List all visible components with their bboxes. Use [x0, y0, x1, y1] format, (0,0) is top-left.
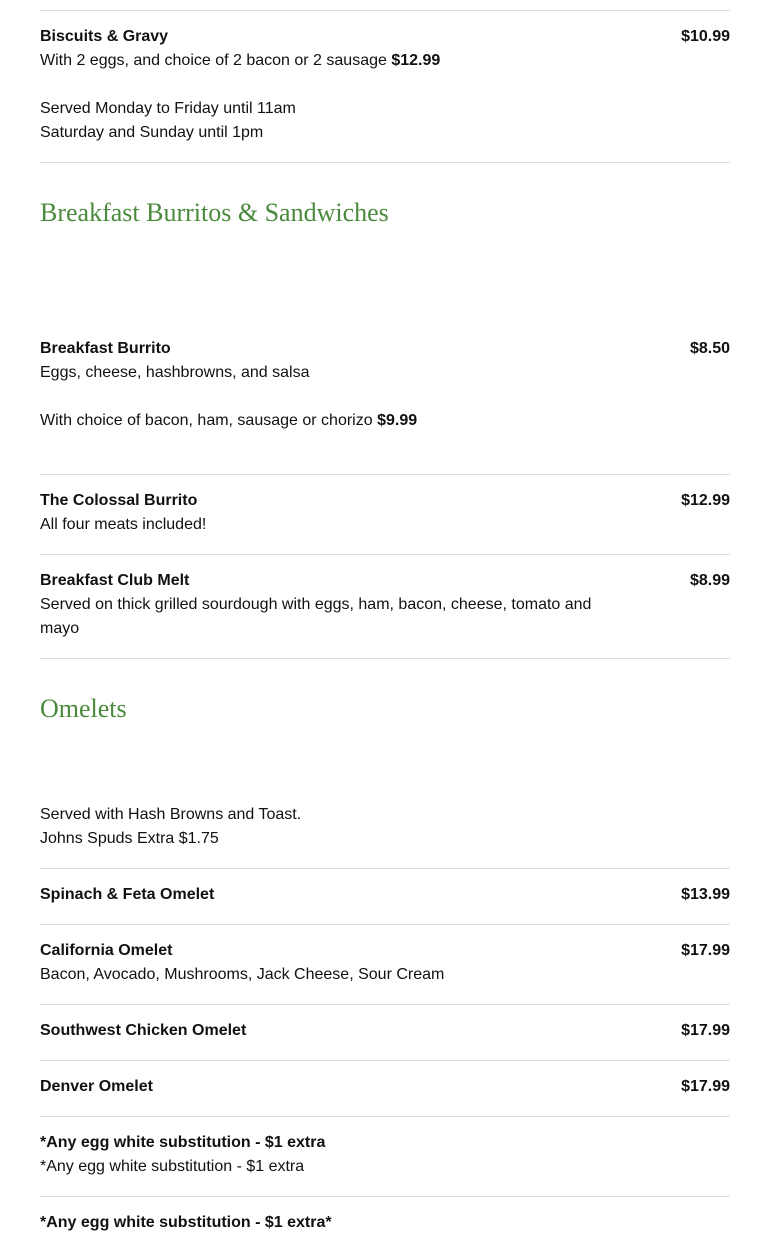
- item-description: All four meats included!: [40, 516, 207, 533]
- item-price: $17.99: [681, 942, 730, 959]
- item-description: Eggs, cheese, hashbrowns, and salsa: [40, 364, 310, 381]
- item-price: $10.99: [681, 28, 730, 45]
- menu-item-southwest-chicken-omelet: [40, 1005, 730, 1060]
- item-name: California Omelet: [40, 942, 173, 959]
- menu-item-spinach-feta-omelet: [40, 869, 730, 924]
- item-price: $13.99: [681, 886, 730, 903]
- option-text: With choice of bacon, ham, sausage or chorizo: [40, 412, 373, 429]
- menu-item-breakfast-club-melt: [40, 555, 730, 658]
- menu-item-breakfast-burrito: [40, 324, 730, 474]
- menu-item-denver-omelet: [40, 1061, 730, 1116]
- section-intro-omelets: [40, 803, 730, 868]
- item-name: The Colossal Burrito: [40, 492, 198, 509]
- item-description: Served on thick grilled sourdough with eggs, ham, bacon, cheese, tomato and mayo: [40, 596, 592, 637]
- intro-line: Johns Spuds Extra $1.75: [40, 830, 219, 847]
- option-price: $9.99: [377, 412, 418, 429]
- item-price: $17.99: [681, 1078, 730, 1095]
- item-price: $17.99: [681, 1022, 730, 1039]
- section-header-burritos: [40, 163, 730, 324]
- menu-item-colossal-burrito: [40, 475, 730, 554]
- section-title: Omelets: [40, 694, 127, 723]
- menu-note-egg-white: [40, 1117, 730, 1196]
- menu-page: [40, 0, 730, 1252]
- item-name: Denver Omelet: [40, 1078, 153, 1095]
- section-title: Breakfast Burritos & Sandwiches: [40, 198, 389, 227]
- item-price: $8.50: [689, 340, 730, 357]
- item-description: [40, 49, 600, 73]
- option-price: $12.99: [391, 52, 441, 69]
- item-name: Breakfast Burrito: [40, 340, 171, 357]
- serving-hours-weekend: Saturday and Sunday until 1pm: [40, 124, 264, 141]
- menu-item-biscuits-gravy: [40, 11, 730, 162]
- item-name: *Any egg white substitution - $1 extra*: [40, 1214, 332, 1231]
- item-name: Breakfast Club Melt: [40, 572, 190, 589]
- item-price: $8.99: [689, 572, 730, 589]
- intro-line: Served with Hash Browns and Toast.: [40, 806, 302, 823]
- item-description: *Any egg white substitution - $1 extra: [40, 1158, 305, 1175]
- item-price: $12.99: [681, 492, 730, 509]
- serving-hours-weekday: Served Monday to Friday until 11am: [40, 100, 296, 117]
- item-name: *Any egg white substitution - $1 extra: [40, 1134, 326, 1151]
- item-name: Spinach & Feta Omelet: [40, 886, 215, 903]
- menu-item-california-omelet: [40, 925, 730, 1004]
- item-name: Biscuits & Gravy: [40, 28, 169, 45]
- item-description: Bacon, Avocado, Mushrooms, Jack Cheese, Sour Cream: [40, 966, 445, 983]
- section-header-omelets: [40, 659, 730, 803]
- item-name: Southwest Chicken Omelet: [40, 1022, 247, 1039]
- description-text: With 2 eggs, and choice of 2 bacon or 2 sausage: [40, 52, 387, 69]
- menu-note-egg-white-2: [40, 1197, 730, 1252]
- item-option: [40, 409, 600, 433]
